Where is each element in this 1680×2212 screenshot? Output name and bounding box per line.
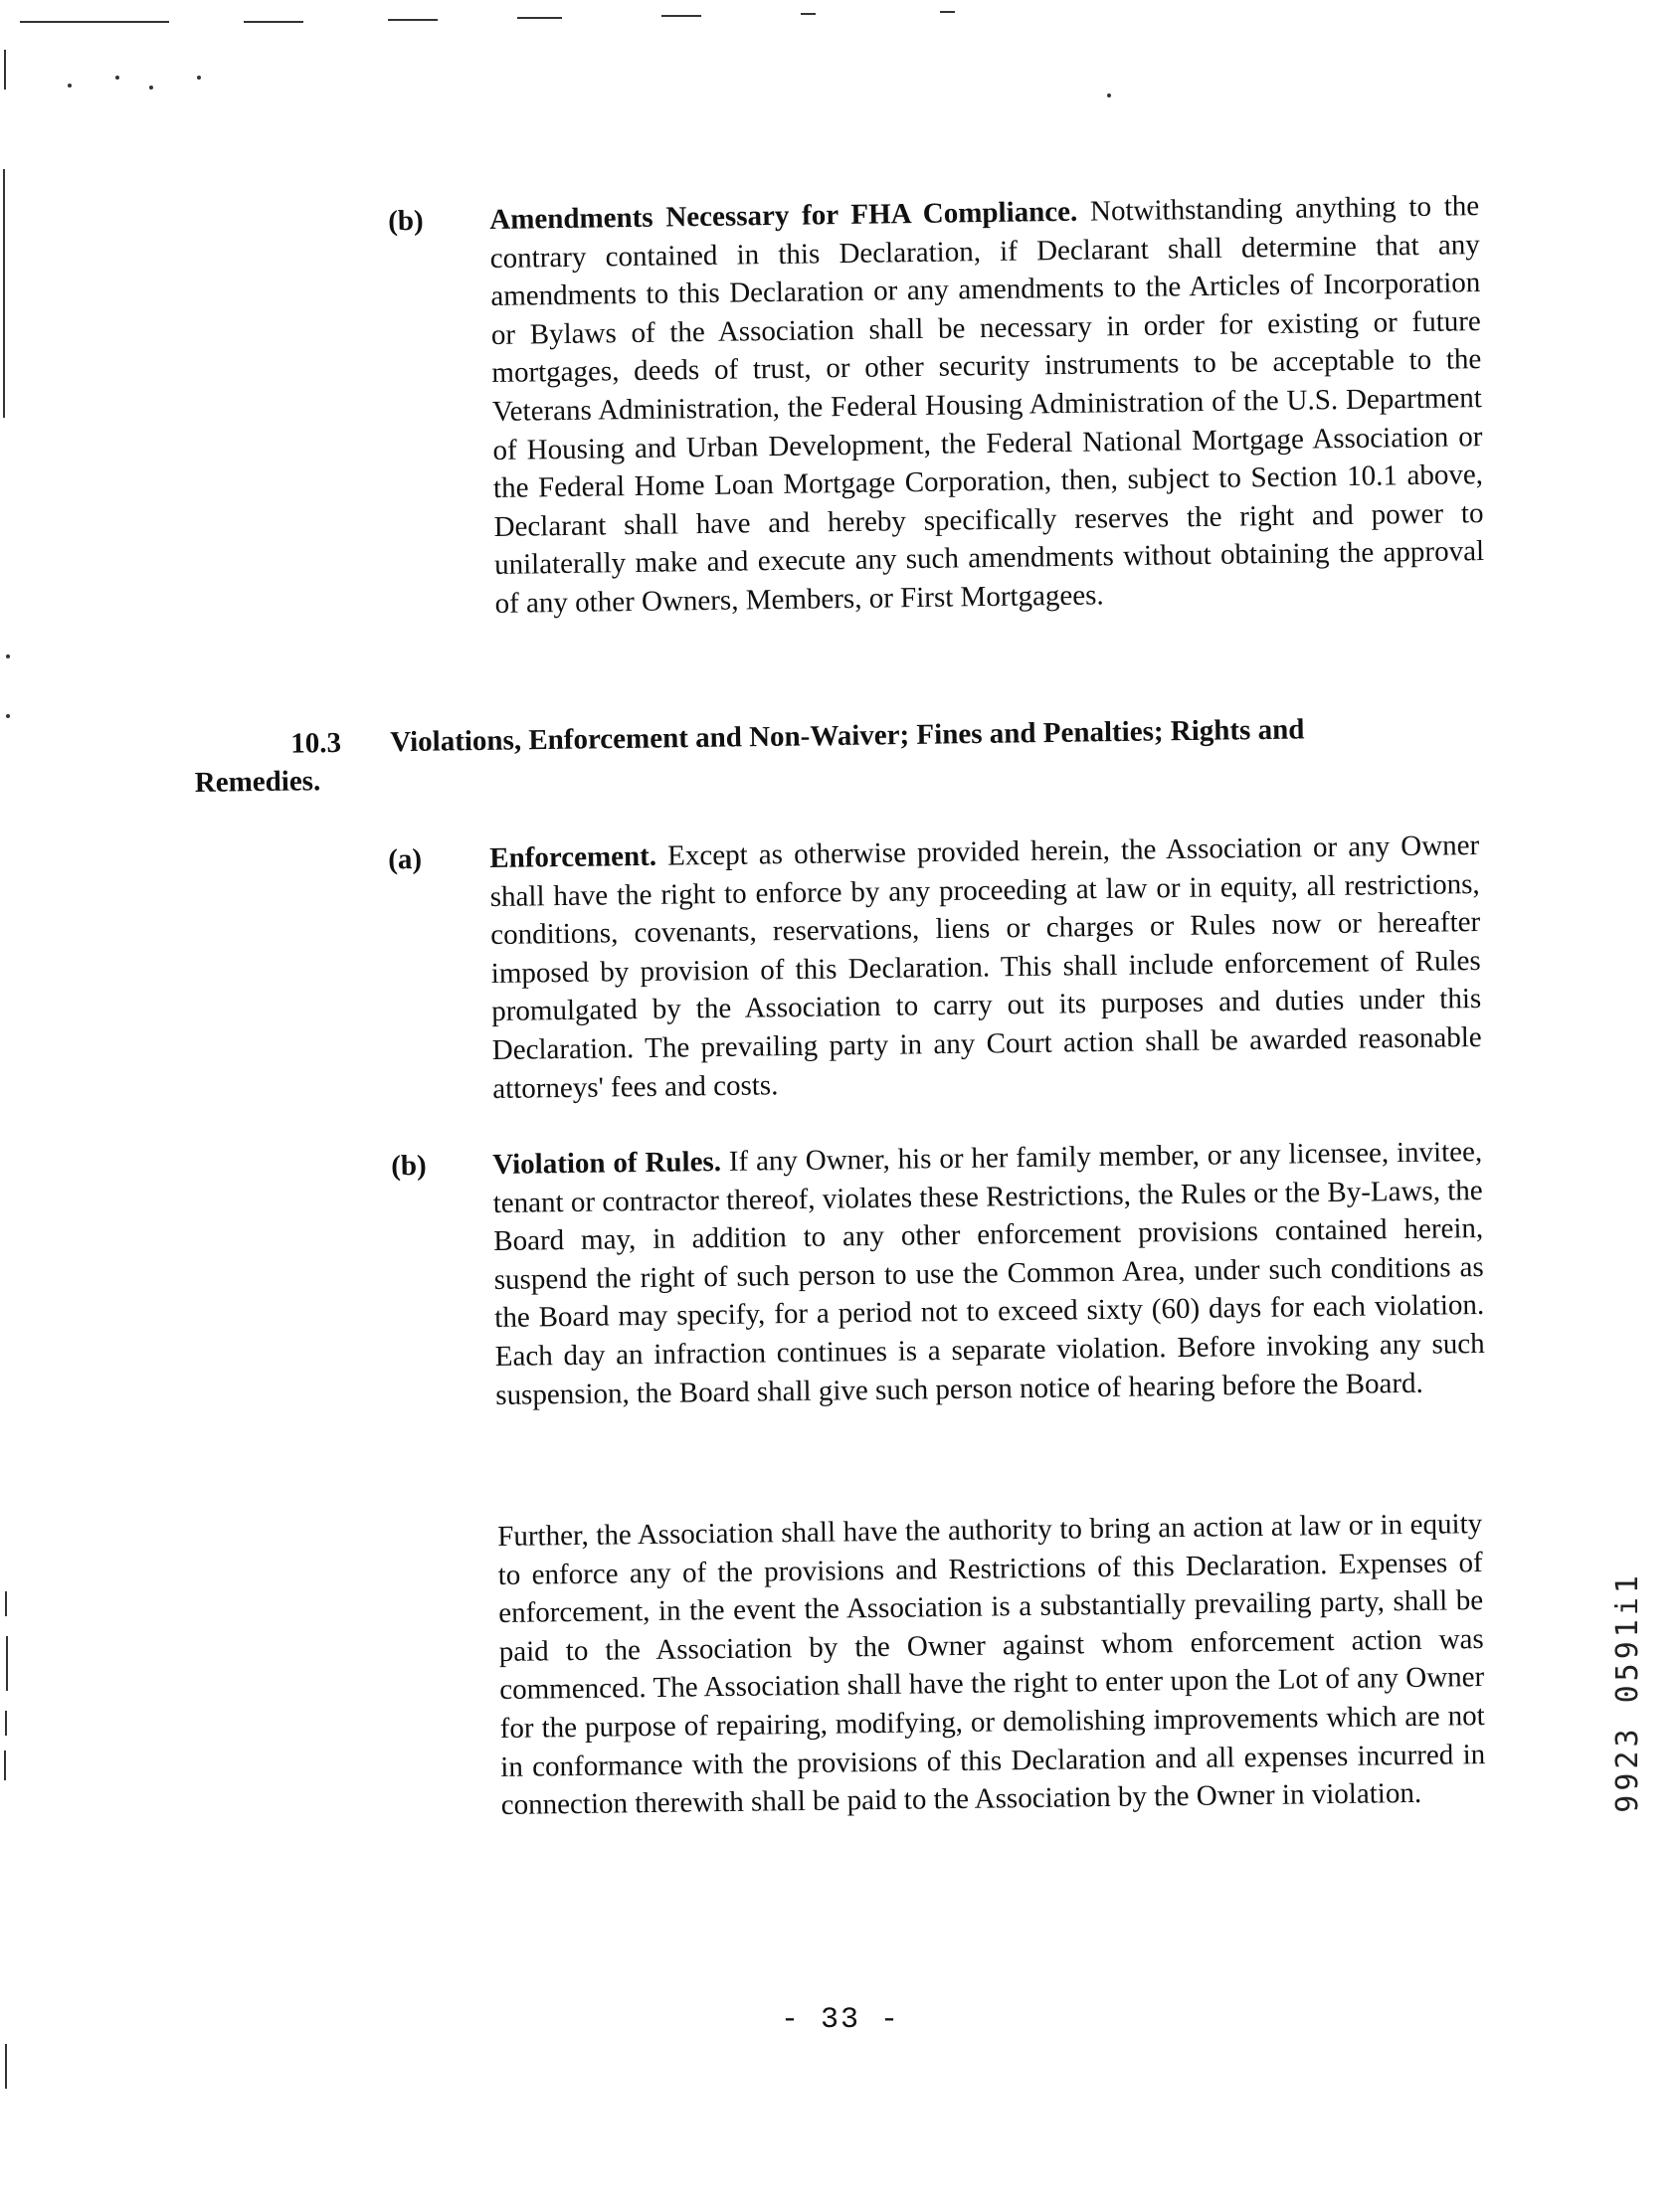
- section-title-continuation: Remedies.: [194, 765, 321, 799]
- clause-label: (b): [388, 204, 424, 238]
- speck: [197, 76, 201, 80]
- page-number: - 33 -: [780, 2003, 901, 2037]
- section-heading-10-3: [194, 708, 1483, 802]
- further-paragraph: [497, 1505, 1486, 1825]
- section-title: Violations, Enforcement and Non-Waiver; Fines and Penalties; Rights and: [390, 713, 1305, 759]
- paragraph-text: Further, the Association shall have the authority to bring an action at law or in equity to enforce any of the provisions and Restrictions of this Declaration. Expenses of enforcement, in the event the Association is a substantially prevailing party, shall be paid to the Association by the Owner against whom enforcement action was commenced. The Association shall have the right to enter upon the Lot of any Owner for the purpose of repairing, modifying, or demolishing improvements which are not in conformance with the provisions of this Declaration and all expenses incurred in connection therewith shall be paid to the Association by the Owner in violation.: [497, 1508, 1486, 1822]
- speck: [149, 86, 153, 90]
- violation-of-rules-clause: [391, 1133, 1485, 1414]
- enforcement-clause: [388, 827, 1482, 1108]
- speck: [115, 76, 119, 80]
- section-number: 10.3: [290, 726, 342, 760]
- clause-text: Except as otherwise provided herein, the Association or any Owner shall have the right to enforce by any proceeding at law or in equity, all restrictions, conditions, covenants, reservations, liens or charges or Rules now or hereafter imposed by provision of this Declaration. This shall include enforcement of Rules promulgated by the Association to carry out its purposes and duties under this Declaration. The prevailing party in any Court action shall be awarded reasonable attorneys' fees and costs.: [489, 829, 1482, 1105]
- clause-text: If any Owner, his or her family member, or any licensee, invitee, tenant or contractor thereof, violates these Restrictions, the Rules or the By-Laws, the Board may, in addition to any other enforcement provisions contained herein, suspend the right of such person to use the Common Area, under such conditions as the Board may specify, for a period not to exceed sixty (60) days for each violation. Each day an infraction continues is a separate violation. Before invoking any such suspension, the Board shall give such person notice of hearing before the Board.: [492, 1135, 1485, 1411]
- clause-heading: Enforcement.: [489, 839, 657, 874]
- amendments-fha-clause: [388, 187, 1485, 623]
- clause-text: Notwithstanding anything to the contrary contained in this Declaration, if Declarant shall determine that any amendments to this Declaration or any amendments to the Articles of Incorporation or Bylaws of the Association shall be necessary in order for existing or future mortgages, deeds of trust, or other security instruments to be acceptable to the Veterans Administration, the Federal Housing Administration of the U.S. Department of Housing and Urban Development, the Federal National Mortgage Association or the Federal Home Loan Mortgage Corporation, then, subject to Section 10.1 above, Declarant shall have and hereby specifically reserves the right and power to unilaterally make and execute any such amendments without obtaining the approval of any other Owners, Members, or First Mortgagees.: [489, 190, 1485, 620]
- recording-stamp: 9923 0591i1: [1610, 1571, 1645, 1813]
- speck: [6, 714, 10, 718]
- clause-heading: Amendments Necessary for FHA Compliance.: [489, 195, 1078, 236]
- speck: [6, 654, 10, 658]
- clause-heading: Violation of Rules.: [492, 1145, 722, 1181]
- clause-label: (b): [391, 1149, 427, 1183]
- speck: [1107, 93, 1111, 97]
- clause-label: (a): [388, 842, 423, 876]
- speck: [68, 84, 72, 88]
